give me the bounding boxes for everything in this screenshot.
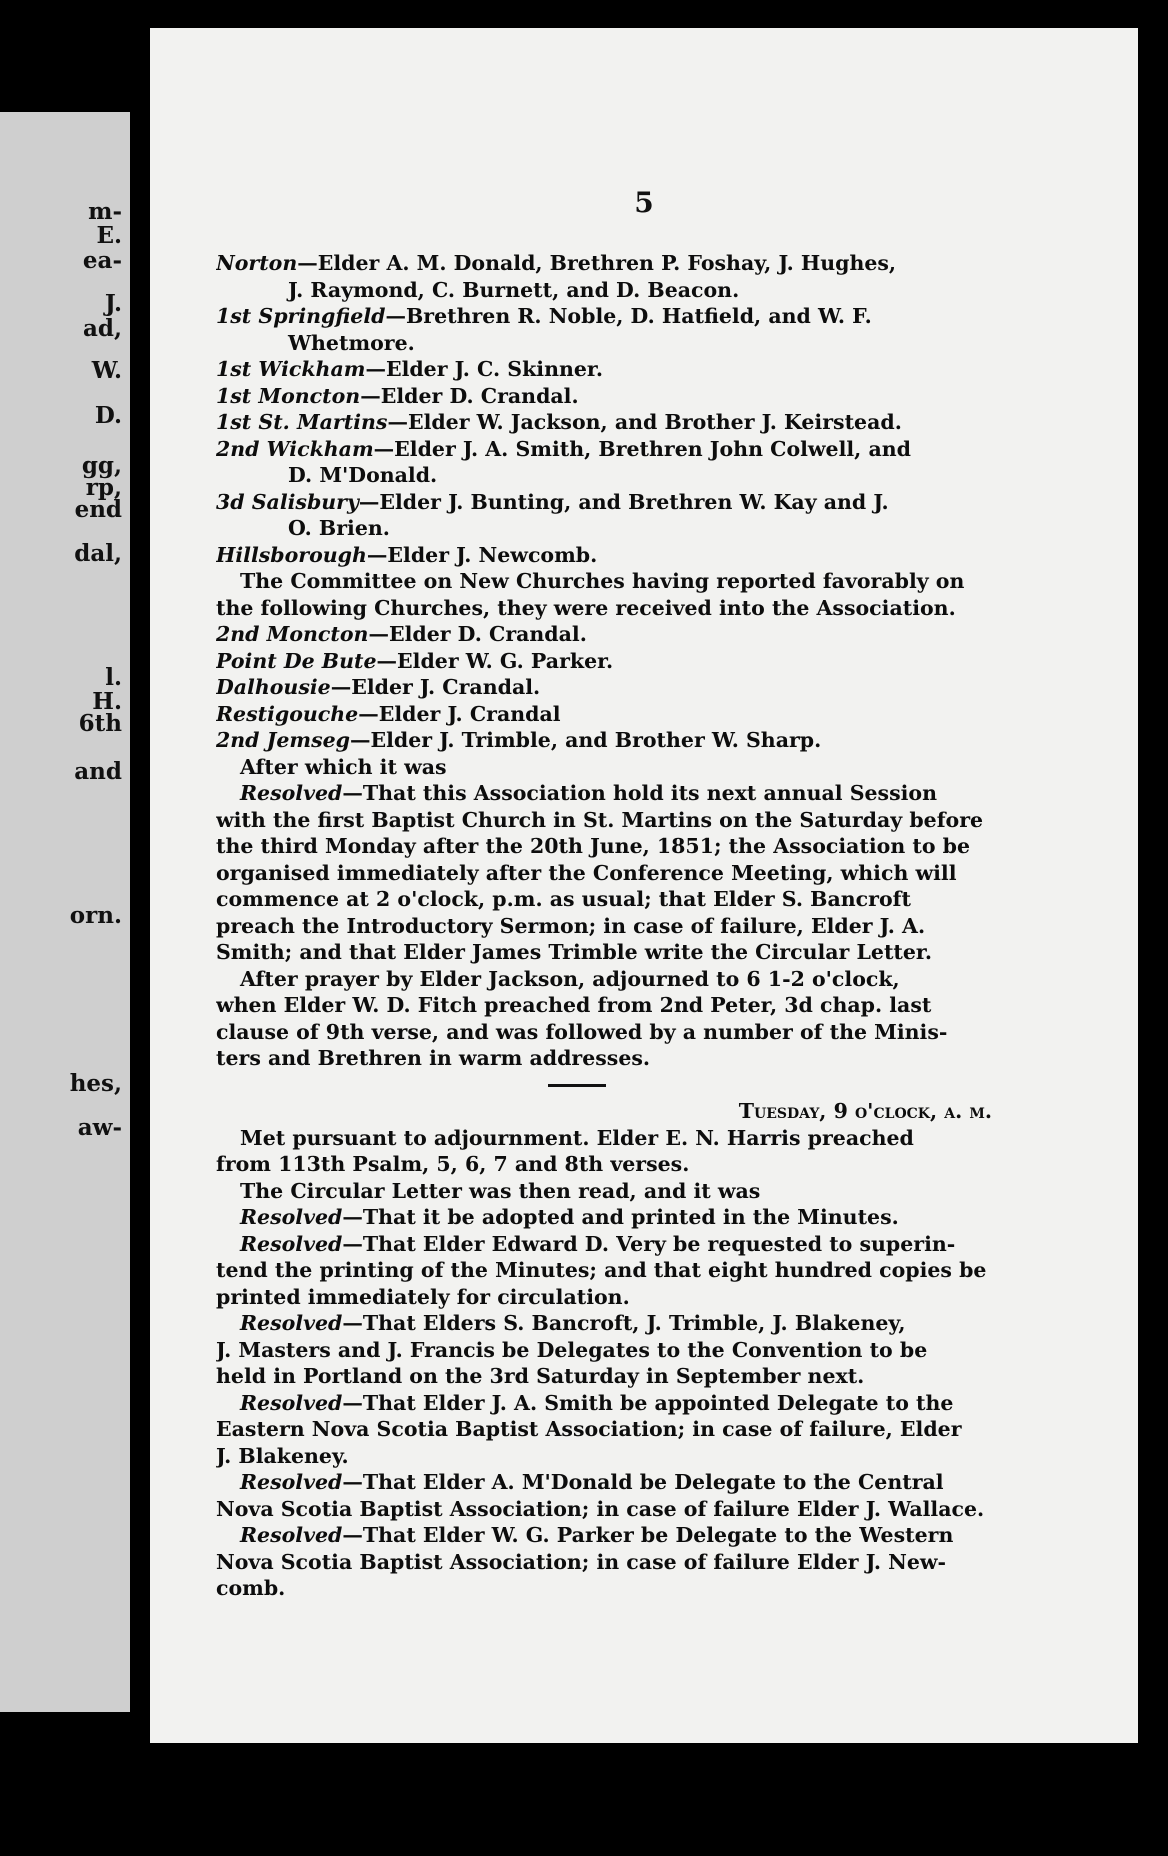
text-line: [216, 462, 1022, 489]
line-text: After prayer by Elder Jackson, adjourned to 6 1-2 o'clock,: [240, 966, 900, 991]
text-line: [216, 860, 1022, 887]
line-text: clause of 9th verse, and was followed by a number of the Minis-: [216, 1019, 948, 1044]
text-line: [216, 754, 1022, 781]
margin-fragment: W.: [91, 357, 122, 384]
line-text: commence at 2 o'clock, p.m. as usual; that Elder S. Bancroft: [216, 887, 911, 911]
text-line: [216, 1257, 1022, 1284]
text-line: [216, 1390, 1022, 1417]
text-line: [216, 727, 1022, 754]
text-line: [216, 939, 1022, 966]
line-text: with the first Baptist Church in St. Martins on the Saturday before: [216, 807, 984, 832]
margin-fragment: orn.: [69, 902, 122, 929]
left-page-fragment: [0, 112, 130, 1712]
line-text: —Elder J. Trimble, and Brother W. Sharp.: [350, 728, 822, 752]
text-line: [216, 886, 1022, 913]
line-text: —Elder D. Crandal.: [360, 383, 579, 408]
text-line: [216, 674, 1022, 701]
text-line: [216, 833, 1022, 860]
margin-fragment: m-: [88, 198, 122, 225]
line-text: J. Raymond, C. Burnett, and D. Beacon.: [288, 277, 740, 302]
text-line: [216, 1337, 1022, 1364]
margin-fragment: H.: [92, 688, 122, 715]
text-line: [216, 383, 1022, 410]
line-text: Whetmore.: [288, 330, 415, 355]
margin-fragment: rp,: [85, 474, 122, 501]
text-line: [216, 913, 1022, 940]
text-line: [216, 489, 1022, 516]
line-label: 2nd Wickham: [216, 436, 374, 461]
text-line: [216, 409, 1022, 436]
text-line: [216, 1045, 1022, 1072]
margin-fragment: dal,: [74, 540, 122, 567]
line-label: Resolved: [240, 1523, 343, 1547]
text-line: [216, 1125, 1022, 1152]
line-text: J. Masters and J. Francis be Delegates to the Convention to be: [216, 1337, 928, 1362]
line-label: Resolved: [240, 1390, 343, 1415]
line-label: Resolved: [240, 781, 343, 805]
text-line: [216, 780, 1022, 807]
line-label: Resolved: [240, 1311, 343, 1335]
text-line: [216, 1231, 1022, 1258]
text-line: [216, 1363, 1022, 1390]
line-label: Resolved: [240, 1470, 343, 1494]
line-text: —Elder W. Jackson, and Brother J. Keirstead.: [387, 410, 902, 434]
line-text: the third Monday after the 20th June, 1851; the Association to be: [216, 834, 971, 858]
line-text: The Circular Letter was then read, and it was: [240, 1178, 761, 1203]
text-line: [216, 966, 1022, 993]
line-label: 1st Moncton: [216, 383, 361, 408]
line-text: the following Churches, they were received into the Association.: [216, 595, 956, 620]
line-text: —Elder J. C. Skinner.: [365, 357, 603, 381]
text-line: [216, 356, 1022, 383]
text-line: [216, 1310, 1022, 1337]
line-label: 1st Wickham: [216, 357, 366, 381]
line-label: 3d Salisbury: [216, 489, 359, 514]
line-text: —Brethren R. Noble, D. Hatfield, and W. F.: [385, 304, 872, 328]
line-text: Met pursuant to adjournment. Elder E. N. Harris preached: [240, 1125, 914, 1150]
text-line: [216, 807, 1022, 834]
line-text: —That Elder J. A. Smith be appointed Delegate to the: [342, 1390, 954, 1415]
text-line: [216, 1496, 1022, 1523]
line-text: printed immediately for circulation.: [216, 1284, 630, 1309]
line-text: Nova Scotia Baptist Association; in case of failure Elder J. Wallace.: [216, 1496, 985, 1521]
horizontal-rule: [548, 1084, 606, 1087]
line-text: —Elder J. Newcomb.: [366, 542, 598, 567]
line-text: —That Elders S. Bancroft, J. Trimble, J. Blakeney,: [342, 1311, 906, 1335]
line-label: Resolved: [240, 1205, 343, 1229]
margin-fragment: ad,: [83, 315, 122, 342]
text-line: [216, 595, 1022, 622]
line-text: —Elder A. M. Donald, Brethren P. Foshay, J. Hughes,: [297, 251, 897, 275]
line-label: 1st Springfield: [216, 304, 386, 328]
line-label: Resolved: [240, 1231, 343, 1256]
line-text: The Committee on New Churches having reported favorably on: [240, 569, 965, 593]
page-body: [216, 250, 1022, 1602]
line-text: ters and Brethren in warm addresses.: [216, 1046, 651, 1070]
line-text: O. Brien.: [288, 516, 390, 540]
line-text: preach the Introductory Sermon; in case of failure, Elder J. A.: [216, 913, 926, 938]
line-label: Point De Bute: [216, 648, 377, 673]
line-text: from 113th Psalm, 5, 6, 7 and 8th verses.: [216, 1152, 690, 1176]
line-text: Tuesday, 9 o'clock, a. m.: [738, 1099, 992, 1123]
text-line: [216, 1204, 1022, 1231]
text-line: [216, 648, 1022, 675]
margin-fragment: and: [74, 758, 122, 785]
text-line: [216, 1151, 1022, 1178]
text-line: [216, 1522, 1022, 1549]
text-line: [216, 1284, 1022, 1311]
line-text: held in Portland on the 3rd Saturday in September next.: [216, 1364, 865, 1388]
text-line: [216, 250, 1022, 277]
margin-fragment: end: [74, 496, 122, 523]
text-line: [216, 515, 1022, 542]
line-text: J. Blakeney.: [216, 1443, 349, 1468]
line-text: —Elder W. G. Parker.: [376, 648, 614, 673]
line-label: 2nd Moncton: [216, 622, 369, 646]
line-text: —That Elder A. M'Donald be Delegate to the Central: [342, 1470, 944, 1494]
line-text: tend the printing of the Minutes; and that eight hundred copies be: [216, 1258, 987, 1282]
text-line: [216, 436, 1022, 463]
line-label: Hillsborough: [216, 542, 367, 567]
line-text: —Elder J. Crandal: [358, 701, 561, 726]
line-text: Nova Scotia Baptist Association; in case of failure Elder J. New-: [216, 1549, 947, 1574]
line-text: —Elder J. A. Smith, Brethren John Colwell, and: [373, 436, 911, 461]
document-page: [150, 28, 1138, 1743]
line-label: 2nd Jemseg: [216, 728, 350, 752]
line-text: After which it was: [240, 754, 447, 779]
line-text: D. M'Donald.: [288, 463, 438, 487]
line-text: —Elder D. Crandal.: [368, 622, 587, 646]
text-line: [216, 1443, 1022, 1470]
margin-fragment: 6th: [78, 710, 122, 737]
text-line: [216, 330, 1022, 357]
text-line: [216, 1416, 1022, 1443]
line-text: when Elder W. D. Fitch preached from 2nd Peter, 3d chap. last: [216, 993, 932, 1017]
margin-fragment: gg,: [81, 452, 122, 479]
text-line: [216, 1019, 1022, 1046]
margin-fragment: l.: [105, 664, 122, 691]
margin-fragment: ea-: [82, 247, 122, 274]
page-number: 5: [634, 186, 654, 219]
line-text: organised immediately after the Conference Meeting, which will: [216, 860, 957, 885]
line-text: —Elder J. Bunting, and Brethren W. Kay and J.: [358, 489, 889, 514]
margin-fragment: J.: [104, 290, 122, 317]
text-line: [216, 992, 1022, 1019]
text-line: [216, 1178, 1022, 1205]
line-text: —That it be adopted and printed in the Minutes.: [342, 1205, 899, 1229]
line-text: —That Elder Edward D. Very be requested to superin-: [342, 1231, 956, 1256]
line-text: —Elder J. Crandal.: [330, 675, 541, 699]
line-label: 1st St. Martins: [216, 410, 388, 434]
text-line: [216, 568, 1022, 595]
margin-fragment: D.: [94, 402, 122, 429]
text-line: [216, 621, 1022, 648]
text-line: [216, 1549, 1022, 1576]
section-rule: [216, 1072, 1022, 1099]
margin-fragment: E.: [96, 222, 122, 249]
line-label: Restigouche: [216, 701, 359, 726]
line-text: comb.: [216, 1576, 286, 1600]
line-text: —That this Association hold its next annual Session: [342, 781, 937, 805]
line-label: Norton: [216, 251, 298, 275]
text-line: [216, 701, 1022, 728]
line-text: Smith; and that Elder James Trimble write the Circular Letter.: [216, 940, 932, 964]
text-line: [216, 542, 1022, 569]
margin-fragment: hes,: [69, 1070, 122, 1097]
section-heading: [216, 1098, 1022, 1125]
text-line: [216, 1575, 1022, 1602]
margin-fragment: aw-: [77, 1114, 122, 1141]
text-line: [216, 277, 1022, 304]
line-text: Eastern Nova Scotia Baptist Association; in case of failure, Elder: [216, 1417, 962, 1441]
line-label: Dalhousie: [216, 675, 331, 699]
line-text: —That Elder W. G. Parker be Delegate to the Western: [342, 1523, 954, 1547]
text-line: [216, 1469, 1022, 1496]
text-line: [216, 303, 1022, 330]
